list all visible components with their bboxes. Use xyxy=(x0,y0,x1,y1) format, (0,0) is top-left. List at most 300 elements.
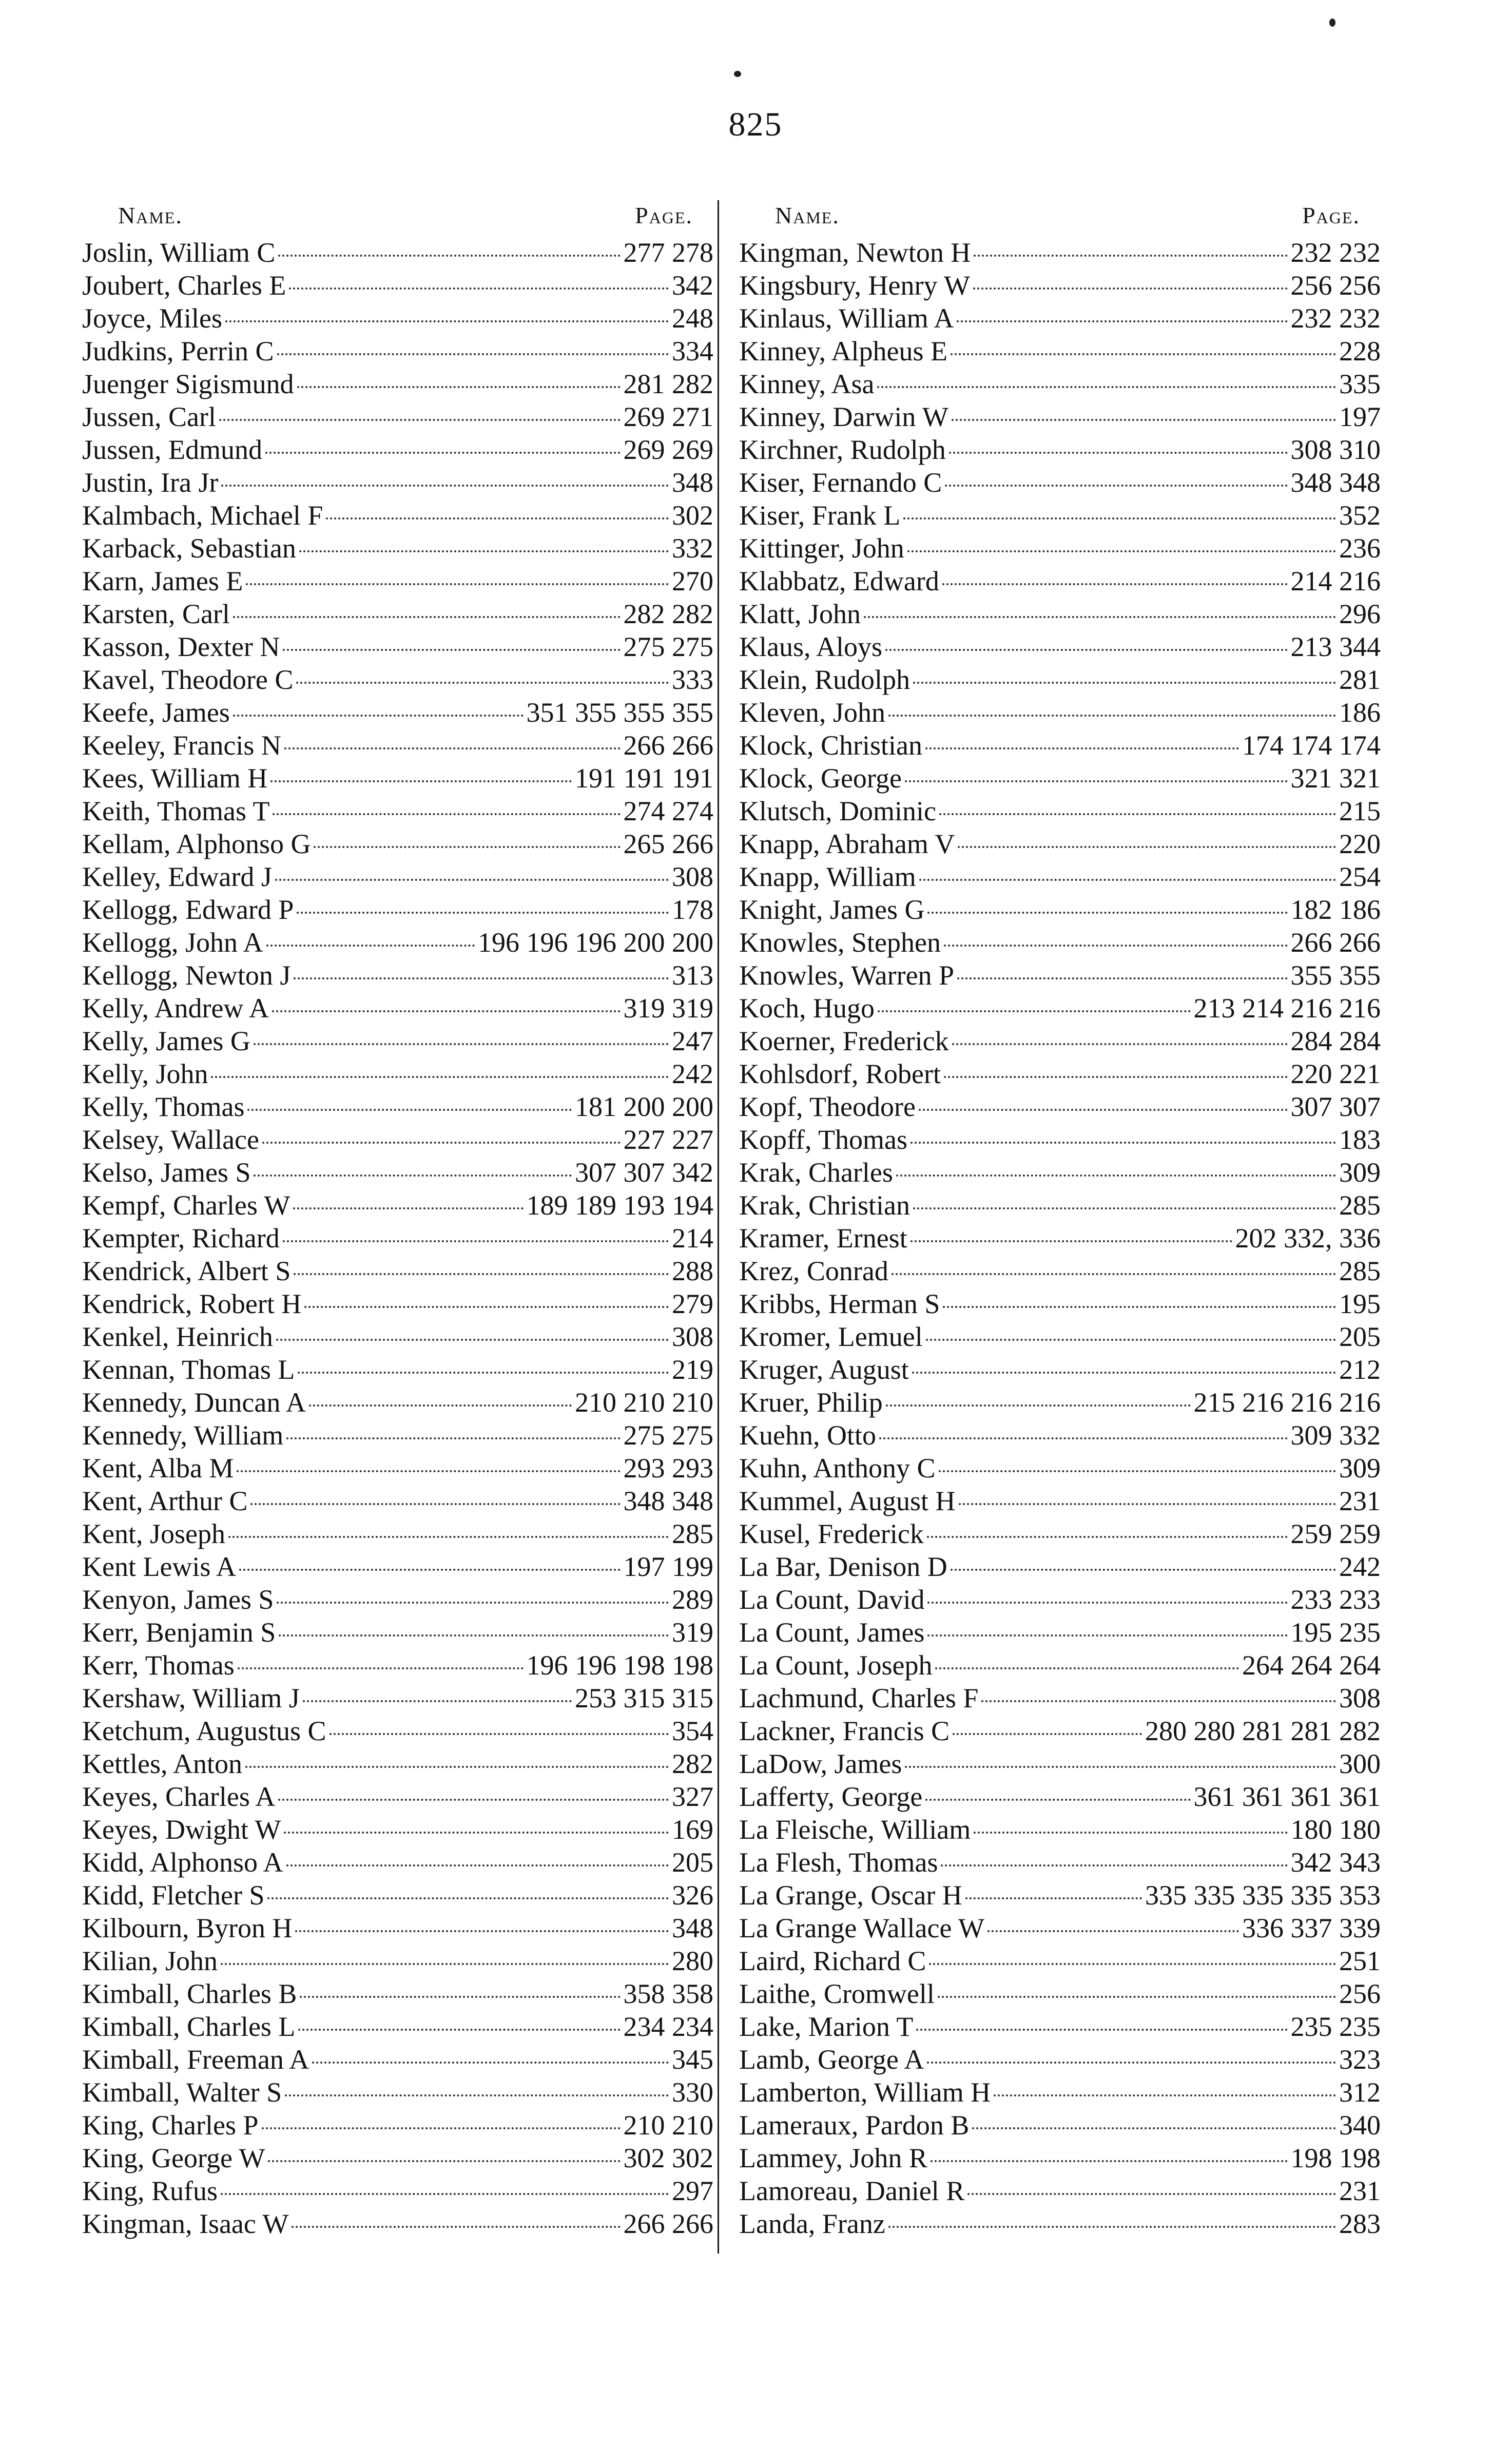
index-entry xyxy=(739,1945,1381,1977)
entry-name: Kruger, August xyxy=(739,1354,909,1385)
index-entry xyxy=(82,2207,713,2240)
dot-leader xyxy=(326,517,669,519)
entry-name: Keeley, Francis N xyxy=(82,730,281,761)
entry-name: Kittinger, John xyxy=(739,533,904,564)
index-entry xyxy=(82,1452,713,1485)
index-entry xyxy=(82,466,713,499)
entry-name: Laithe, Cromwell xyxy=(739,1978,935,2009)
dot-leader xyxy=(905,1766,1336,1768)
entry-name: Kellogg, John A xyxy=(82,927,263,958)
entry-name: Koerner, Frederick xyxy=(739,1026,949,1056)
dot-leader xyxy=(312,2062,669,2064)
entry-name: Kingman, Isaac W xyxy=(82,2208,289,2239)
dot-leader xyxy=(951,353,1336,355)
dot-leader xyxy=(247,1109,572,1111)
entry-pages: 285 xyxy=(1339,1190,1381,1221)
index-entry xyxy=(739,565,1381,598)
entry-name: Joslin, William C xyxy=(82,237,276,268)
entry-name: Kopff, Thomas xyxy=(739,1124,907,1155)
entry-name: La Fleische, William xyxy=(739,1814,971,1845)
entry-name: Kershaw, William J xyxy=(82,1683,300,1714)
entry-pages: 196 196 198 198 xyxy=(526,1650,713,1681)
index-entry xyxy=(82,795,713,827)
entry-pages: 302 302 xyxy=(623,2143,713,2173)
index-entry xyxy=(739,1583,1381,1616)
dot-leader xyxy=(221,1963,669,1965)
dot-leader xyxy=(942,583,1288,585)
entry-name: Lake, Marion T xyxy=(739,2011,914,2042)
dot-leader xyxy=(927,2062,1336,2064)
page-header: Page. xyxy=(635,202,693,228)
dot-leader xyxy=(297,386,621,388)
index-entry xyxy=(739,236,1381,269)
dot-leader xyxy=(965,1897,1142,1899)
entry-name: Kent, Joseph xyxy=(82,1518,225,1549)
dot-leader xyxy=(994,2094,1336,2096)
dot-leader xyxy=(284,1832,669,1834)
dot-leader xyxy=(916,2029,1287,2031)
ink-speck xyxy=(734,71,741,77)
entry-pages: 309 xyxy=(1339,1453,1381,1484)
dot-leader xyxy=(285,2094,669,2096)
dot-leader xyxy=(233,715,524,717)
entry-pages: 348 xyxy=(672,467,713,498)
entry-pages: 327 xyxy=(672,1781,713,1812)
dot-leader xyxy=(277,1602,669,1604)
dot-leader xyxy=(929,1963,1336,1965)
dot-leader xyxy=(952,419,1336,421)
index-entry xyxy=(739,1222,1381,1255)
entry-pages: 309 xyxy=(1339,1157,1381,1188)
dot-leader xyxy=(944,1076,1288,1078)
entry-name: Ketchum, Augustus C xyxy=(82,1716,326,1746)
entry-pages: 270 xyxy=(672,566,713,596)
entry-name: Kimball, Walter S xyxy=(82,2077,282,2108)
entry-name: Klock, Christian xyxy=(739,730,922,761)
page-number: 825 xyxy=(728,106,783,143)
entry-pages: 228 xyxy=(1339,336,1381,367)
index-entry xyxy=(82,335,713,368)
index-entry xyxy=(82,532,713,565)
entry-pages: 348 348 xyxy=(623,1486,713,1516)
entry-name: Kromer, Lemuel xyxy=(739,1321,923,1352)
index-entry xyxy=(82,1846,713,1879)
dot-leader xyxy=(913,682,1336,684)
entry-name: Joubert, Charles E xyxy=(82,270,286,301)
entry-name: La Grange, Oscar H xyxy=(739,1880,962,1911)
entry-pages: 198 198 xyxy=(1290,2143,1381,2173)
entry-name: Kellogg, Newton J xyxy=(82,960,291,991)
index-entry xyxy=(82,1977,713,2010)
dot-leader xyxy=(211,1076,669,1078)
dot-leader xyxy=(273,813,620,815)
entry-name: Klaus, Aloys xyxy=(739,631,883,662)
dot-leader xyxy=(286,1437,620,1439)
dot-leader xyxy=(300,1996,620,1998)
index-entry xyxy=(82,2043,713,2076)
entry-pages: 312 xyxy=(1339,2077,1381,2108)
entry-name: Kasson, Dexter N xyxy=(82,631,280,662)
dot-leader xyxy=(330,1733,669,1735)
dot-leader xyxy=(877,386,1336,388)
index-entry xyxy=(739,1550,1381,1583)
entry-pages: 283 xyxy=(1339,2208,1381,2239)
index-entry xyxy=(739,860,1381,893)
index-entry xyxy=(82,1550,713,1583)
dot-leader xyxy=(238,1667,524,1669)
entry-pages: 330 xyxy=(672,2077,713,2108)
index-entry xyxy=(739,1090,1381,1123)
entry-pages: 352 xyxy=(1339,500,1381,531)
index-entry xyxy=(739,1977,1381,2010)
index-entry xyxy=(739,335,1381,368)
index-entry xyxy=(82,499,713,532)
entry-pages: 300 xyxy=(1339,1748,1381,1779)
entry-pages: 319 319 xyxy=(623,993,713,1024)
entry-pages: 210 210 xyxy=(623,2110,713,2141)
index-entry xyxy=(82,696,713,729)
index-entry xyxy=(82,1780,713,1813)
dot-leader xyxy=(294,1273,669,1275)
index-entry xyxy=(82,400,713,433)
entry-pages: 234 234 xyxy=(623,2011,713,2042)
index-entry xyxy=(739,1879,1381,1912)
dot-leader xyxy=(864,616,1336,618)
entry-name: Kellogg, Edward P xyxy=(82,894,294,925)
entry-name: LaDow, James xyxy=(739,1748,902,1779)
entry-name: Kribbs, Herman S xyxy=(739,1288,940,1319)
entry-pages: 336 337 339 xyxy=(1242,1913,1381,1943)
entry-name: Kidd, Fletcher S xyxy=(82,1880,265,1911)
dot-leader xyxy=(967,2193,1336,2195)
entry-pages: 308 xyxy=(1339,1683,1381,1714)
entry-name: Lackner, Francis C xyxy=(739,1716,950,1746)
left-entry-list xyxy=(82,236,713,2240)
entry-pages: 269 269 xyxy=(623,434,713,465)
index-entry xyxy=(739,729,1381,762)
entry-name: Koch, Hugo xyxy=(739,993,875,1024)
entry-name: Kelly, Andrew A xyxy=(82,993,269,1024)
dot-leader xyxy=(295,1930,669,1932)
entry-name: Keyes, Charles A xyxy=(82,1781,276,1812)
dot-leader xyxy=(957,977,1287,979)
entry-pages: 313 xyxy=(672,960,713,991)
index-entry xyxy=(739,1517,1381,1550)
entry-name: Jussen, Carl xyxy=(82,401,216,432)
index-entry xyxy=(739,433,1381,466)
dot-leader xyxy=(931,2160,1288,2162)
entry-pages: 269 271 xyxy=(623,401,713,432)
dot-leader xyxy=(296,682,669,684)
entry-pages: 191 191 191 xyxy=(575,763,713,794)
entry-pages: 219 xyxy=(672,1354,713,1385)
dot-leader xyxy=(879,1437,1288,1439)
entry-pages: 345 xyxy=(672,2044,713,2075)
dot-leader xyxy=(286,1864,669,1866)
index-entry xyxy=(739,696,1381,729)
dot-leader xyxy=(292,2226,620,2228)
entry-pages: 186 xyxy=(1339,697,1381,728)
dot-leader xyxy=(268,2160,620,2162)
entry-pages: 351 355 355 355 xyxy=(526,697,713,728)
dot-leader xyxy=(943,1306,1336,1308)
index-entry xyxy=(82,1090,713,1123)
entry-name: Justin, Ira Jr xyxy=(82,467,219,498)
left-column xyxy=(82,195,713,2240)
entry-name: Kees, William H xyxy=(82,763,268,794)
index-entry xyxy=(82,1025,713,1057)
entry-pages: 174 174 174 xyxy=(1242,730,1381,761)
entry-pages: 275 275 xyxy=(623,631,713,662)
index-entry xyxy=(82,1123,713,1156)
dot-leader xyxy=(919,1109,1288,1111)
entry-pages: 189 189 193 194 xyxy=(526,1190,713,1221)
entry-name: Klock, George xyxy=(739,763,902,794)
entry-pages: 242 xyxy=(672,1058,713,1089)
entry-name: Krez, Conrad xyxy=(739,1256,888,1286)
index-entry xyxy=(739,598,1381,630)
dot-leader xyxy=(981,1700,1336,1702)
index-entry xyxy=(739,827,1381,860)
entry-pages: 227 227 xyxy=(623,1124,713,1155)
entry-name: Kenkel, Heinrich xyxy=(82,1321,273,1352)
entry-pages: 288 xyxy=(672,1256,713,1286)
dot-leader xyxy=(254,1043,669,1045)
index-entry xyxy=(739,1255,1381,1287)
index-entry xyxy=(82,1419,713,1452)
index-entry xyxy=(739,1386,1381,1419)
dot-leader xyxy=(927,1602,1287,1604)
name-header: Name. xyxy=(775,202,840,228)
index-entry xyxy=(739,926,1381,959)
dot-leader xyxy=(245,1766,669,1768)
entry-pages: 285 xyxy=(672,1518,713,1549)
entry-pages: 233 233 xyxy=(1290,1584,1381,1615)
entry-pages: 232 232 xyxy=(1290,303,1381,334)
entry-pages: 205 xyxy=(1339,1321,1381,1352)
dot-leader xyxy=(959,1503,1336,1505)
entry-pages: 215 216 216 216 xyxy=(1193,1387,1381,1418)
entry-pages: 281 xyxy=(1339,664,1381,695)
entry-name: Lamoreau, Daniel R xyxy=(739,2176,965,2206)
index-entry xyxy=(82,1320,713,1353)
right-entry-list xyxy=(739,236,1381,2240)
index-entry xyxy=(82,762,713,795)
entry-pages: 289 xyxy=(672,1584,713,1615)
dot-leader xyxy=(272,1010,621,1012)
entry-name: Kerr, Thomas xyxy=(82,1650,235,1681)
entry-name: King, Rufus xyxy=(82,2176,218,2206)
index-entry xyxy=(739,499,1381,532)
entry-pages: 355 355 xyxy=(1290,960,1381,991)
entry-pages: 296 xyxy=(1339,599,1381,629)
dot-leader xyxy=(283,649,620,651)
index-entry xyxy=(739,302,1381,335)
dot-leader xyxy=(254,1175,572,1177)
entry-pages: 231 xyxy=(1339,2176,1381,2206)
index-entry xyxy=(82,663,713,696)
index-entry xyxy=(82,1485,713,1517)
entry-pages: 202 332, 336 xyxy=(1235,1223,1381,1254)
entry-pages: 335 335 335 335 353 xyxy=(1145,1880,1381,1911)
index-entry xyxy=(82,1255,713,1287)
entry-name: Kelly, James G xyxy=(82,1026,250,1056)
entry-name: Lamb, George A xyxy=(739,2044,924,2075)
dot-leader xyxy=(267,1897,669,1899)
entry-name: Kingsbury, Henry W xyxy=(739,270,970,301)
entry-name: Kilbourn, Byron H xyxy=(82,1913,293,1943)
index-entry xyxy=(82,433,713,466)
entry-pages: 361 361 361 361 xyxy=(1193,1781,1381,1812)
dot-leader xyxy=(298,1372,669,1374)
entry-name: Kellam, Alphonso G xyxy=(82,829,311,859)
entry-name: Judkins, Perrin C xyxy=(82,336,274,367)
entry-pages: 195 xyxy=(1339,1288,1381,1319)
index-entry xyxy=(739,1156,1381,1189)
dot-leader xyxy=(239,1569,621,1571)
entry-name: Laird, Richard C xyxy=(739,1946,926,1976)
entry-pages: 251 xyxy=(1339,1946,1381,1976)
dot-leader xyxy=(953,1733,1142,1735)
index-entry xyxy=(739,1780,1381,1813)
index-entry xyxy=(82,959,713,992)
index-entry xyxy=(82,2010,713,2043)
dot-leader xyxy=(903,517,1336,519)
entry-pages: 332 xyxy=(672,533,713,564)
entry-pages: 266 266 xyxy=(1290,927,1381,958)
entry-name: Kerr, Benjamin S xyxy=(82,1617,276,1648)
entry-pages: 348 348 xyxy=(1290,467,1381,498)
index-entry xyxy=(739,1320,1381,1353)
entry-name: Kelley, Edward J xyxy=(82,861,272,892)
dot-leader xyxy=(987,1930,1239,1932)
entry-name: Kinney, Alpheus E xyxy=(739,336,947,367)
entry-pages: 307 307 xyxy=(1290,1091,1381,1122)
entry-pages: 321 321 xyxy=(1290,763,1381,794)
index-entry xyxy=(739,400,1381,433)
entry-name: Kuhn, Anthony C xyxy=(739,1453,936,1484)
entry-pages: 333 xyxy=(672,664,713,695)
index-entry xyxy=(739,368,1381,400)
entry-name: Kimball, Charles B xyxy=(82,1978,297,2009)
dot-leader xyxy=(297,912,669,914)
entry-name: Kohlsdorf, Robert xyxy=(739,1058,941,1089)
entry-name: Kelso, James S xyxy=(82,1157,251,1188)
entry-pages: 274 274 xyxy=(623,796,713,826)
entry-name: Kendrick, Robert H xyxy=(82,1288,302,1319)
entry-pages: 266 266 xyxy=(623,2208,713,2239)
index-entry xyxy=(82,729,713,762)
dot-leader xyxy=(927,912,1287,914)
entry-name: Kimball, Freeman A xyxy=(82,2044,309,2075)
entry-name: Karn, James E xyxy=(82,566,243,596)
entry-pages: 280 280 281 281 282 xyxy=(1145,1716,1381,1746)
entry-pages: 297 xyxy=(672,2176,713,2206)
index-entry xyxy=(739,2043,1381,2076)
entry-name: La Count, David xyxy=(739,1584,925,1615)
index-entry xyxy=(739,1616,1381,1649)
index-entry xyxy=(739,992,1381,1025)
index-entry xyxy=(82,893,713,926)
index-entry xyxy=(82,565,713,598)
entry-name: Joyce, Miles xyxy=(82,303,222,334)
index-entry xyxy=(82,598,713,630)
entry-name: Kennan, Thomas L xyxy=(82,1354,295,1385)
entry-pages: 235 235 xyxy=(1290,2011,1381,2042)
index-entry xyxy=(82,1353,713,1386)
entry-pages: 220 xyxy=(1339,829,1381,859)
dot-leader xyxy=(225,320,669,322)
index-entry xyxy=(82,1945,713,1977)
entry-name: Klatt, John xyxy=(739,599,861,629)
index-entry xyxy=(82,926,713,959)
entry-name: King, George W xyxy=(82,2143,265,2173)
entry-pages: 213 214 216 216 xyxy=(1193,993,1381,1024)
entry-name: La Count, Joseph xyxy=(739,1650,933,1681)
entry-name: Klein, Rudolph xyxy=(739,664,910,695)
entry-name: Kennedy, Duncan A xyxy=(82,1387,306,1418)
entry-name: La Count, James xyxy=(739,1617,925,1648)
entry-pages: 169 xyxy=(672,1814,713,1845)
entry-name: Keyes, Dwight W xyxy=(82,1814,281,1845)
entry-pages: 285 xyxy=(1339,1256,1381,1286)
entry-name: La Grange Wallace W xyxy=(739,1913,984,1943)
entry-pages: 323 xyxy=(1339,2044,1381,2075)
dot-leader xyxy=(279,1634,669,1637)
entry-name: Landa, Franz xyxy=(739,2208,885,2239)
entry-name: Kusel, Frederick xyxy=(739,1518,924,1549)
entry-pages: 307 307 342 xyxy=(575,1157,713,1188)
entry-pages: 256 xyxy=(1339,1978,1381,2009)
entry-pages: 308 310 xyxy=(1290,434,1381,465)
dot-leader xyxy=(926,1339,1336,1341)
entry-name: Kinney, Asa xyxy=(739,369,875,399)
dot-leader xyxy=(944,945,1288,947)
entry-pages: 280 xyxy=(672,1946,713,1976)
entry-pages: 309 332 xyxy=(1290,1420,1381,1451)
index-entry xyxy=(739,762,1381,795)
entry-name: Karback, Sebastian xyxy=(82,533,296,564)
index-entry xyxy=(82,1912,713,1945)
entry-name: Kinlaus, William A xyxy=(739,303,954,334)
entry-name: Kendrick, Albert S xyxy=(82,1256,291,1286)
dot-leader xyxy=(250,1503,620,1505)
dot-leader xyxy=(266,945,475,947)
index-entry xyxy=(739,2142,1381,2174)
index-entry xyxy=(739,893,1381,926)
ink-speck xyxy=(1329,18,1335,27)
index-entry xyxy=(82,1189,713,1222)
entry-name: Kruer, Philip xyxy=(739,1387,883,1418)
entry-pages: 182 186 xyxy=(1290,894,1381,925)
entry-pages: 212 xyxy=(1339,1354,1381,1385)
index-entry xyxy=(82,630,713,663)
entry-pages: 213 344 xyxy=(1290,631,1381,662)
dot-leader xyxy=(233,616,621,618)
dot-leader xyxy=(309,1404,572,1407)
dot-leader xyxy=(219,419,621,421)
dot-leader xyxy=(294,977,669,979)
index-entry xyxy=(82,368,713,400)
dot-leader xyxy=(951,1569,1336,1571)
dot-leader xyxy=(957,320,1287,322)
index-entry xyxy=(739,1025,1381,1057)
entry-pages: 282 282 xyxy=(623,599,713,629)
dot-leader xyxy=(886,1404,1191,1407)
entry-name: Keefe, James xyxy=(82,697,230,728)
dot-leader xyxy=(925,747,1239,749)
entry-name: Knapp, William xyxy=(739,861,916,892)
